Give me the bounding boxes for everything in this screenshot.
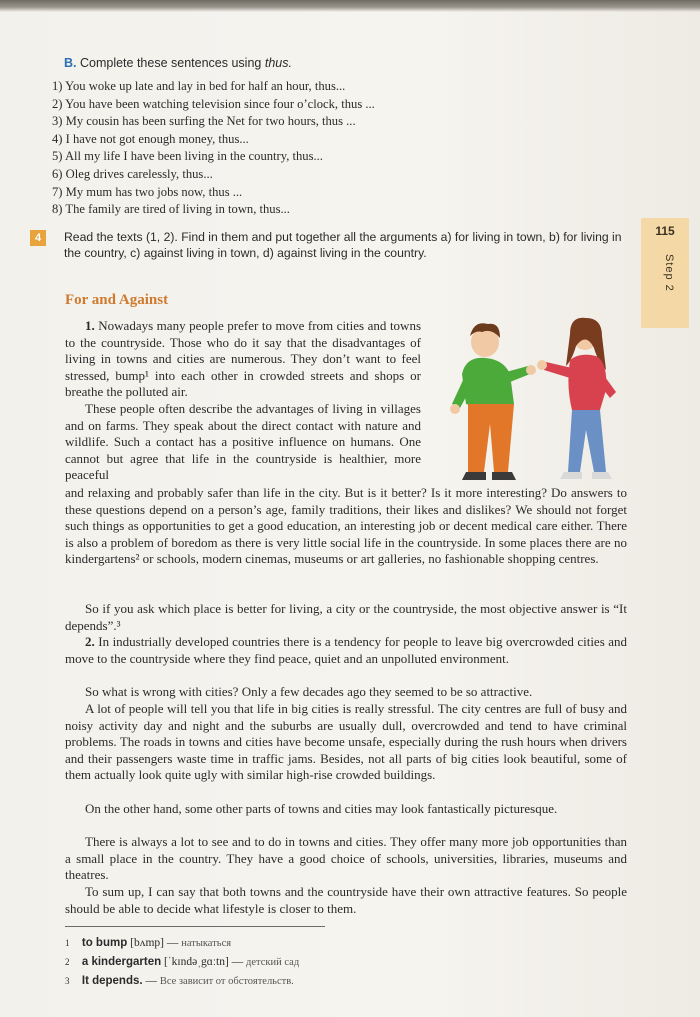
text2-paragraph2: So what is wrong with cities? Only a few decades ago they seemed to be so attractive. [85,684,533,699]
exercise-letter: B. [64,56,77,70]
text1-paragraph2a: These people often describe the advantages of living in villages and on farms. They speak about the direct contact with nature and wildlife. Such a contact has a positive influence on humans. One cannot but agree that life in the countryside is healthier, more peaceful [65,401,421,483]
sentence-item: 3) My cousin has been surfing the Net for two hours, thus ... [52,114,356,129]
text1-paragraph1 [65,318,421,401]
footnote-term: a kindergarten [81,956,162,968]
sentence-item: 1) You woke up late and lay in bed for half an hour, thus... [52,79,346,93]
footnote-term: It depends. [81,975,143,987]
sentence-item: 5) All my life I have been living in the country, thus... [52,149,323,164]
page-side-tab [641,218,689,328]
footnote-item [65,934,465,953]
footnote-number: 1 [65,938,70,948]
two-arguing-people-illustration [430,312,630,482]
sentence-item: 6) Oleg drives carelessly, thus... [52,166,213,181]
page-top-shadow [0,0,700,12]
paragraph-text: In industrially developed countries there is a tendency for people to leave big overcrowded cities and move to the countryside where they find peace, quiet and an unpolluted environment. [65,634,628,666]
sentence-list [52,78,472,219]
text1-paragraph2b: and relaxing and probably safer than life in the city. But is it better? Is it more interesting? Do answers to these questions depend on a person’s age, family traditions, their likes and dislikes? We should not forget such things as opportunities to get a good education, an interesting job or decent medical care either. There is also a problem of boredom as there is very little social life in the countryside. In some places there are no kindergartens² or schools, modern cinemas, museums or art galleries, no fashionable shopping centres. [65,485,627,567]
step-label: Step 2 [663,254,675,292]
exercise-instruction: Complete these sentences using [79,56,262,70]
text-number: 1. [85,318,95,333]
paragraph-text: Nowadays many people prefer to move from cities and towns to the countryside. Those who do it say that the disadvantages of living in towns and cities are numerous. They don’t want to feel stressed, bump¹ into each other in crowded streets and shops or breathe the polluted air. [65,318,421,400]
footnote-phonetic: [ˈkɪndəˌgɑːtn] — [164,956,244,968]
exercise-b-instruction [64,56,292,70]
footnote-number: 3 [65,976,70,986]
footnote-list [65,934,465,991]
footnote-number: 2 [65,957,70,967]
girl-figure [537,318,616,479]
text-number: 2. [85,634,95,649]
text2-paragraph3: A lot of people will tell you that life in big cities is really stressful. The city centres are full of busy and noisy activity day and night and the suburbs are usually dull, overcrowded and tend to have criminal problems. The roads in towns and cities have become unsafe, especially during the rush hours when drivers and their passengers waste time in traffic jams. Besides, not all parts of big cities look beautiful, some of them actually look quite ugly with similar high-rise crowded buildings. [65,701,627,783]
footnote-term: to bump [81,937,128,949]
footnote-phonetic: — [145,975,157,987]
task-instruction: Read the texts (1, 2). Find in them and put together all the arguments a) for living in town, b) for living in the country, c) against living in town, d) against living in the country. [64,230,622,260]
exercise-keyword: thus. [264,56,292,70]
text2-paragraph6: To sum up, I can say that both towns and the countryside have their own attractive features. So people should be able to decide what lifestyle is closer to them. [65,884,627,916]
sentence-item: 2) You have been watching television since four o’clock, thus ... [52,96,375,111]
footnote-gloss: натыкаться [181,938,232,949]
sentence-item: 8) The family are tired of living in town, thus... [52,202,290,217]
text2-paragraph1 [65,634,627,667]
footnote-phonetic: [bʌmp] — [130,937,179,949]
text2-paragraph4: On the other hand, some other parts of towns and cities may look fantastically picturesque. [85,801,558,816]
footnote-item [65,953,465,972]
sentence-item: 4) I have not got enough money, thus... [52,131,249,146]
reading-title: For and Against [65,292,169,308]
sentence-item: 7) My mum has two jobs now, thus ... [52,184,243,199]
page-number: 115 [655,224,675,238]
boy-figure [450,323,536,480]
task-number-badge: 4 [30,230,46,246]
footnote-item [65,972,465,991]
footnote-gloss: детский сад [246,957,300,968]
footnote-gloss: Все зависит от обстоятельств. [159,976,294,987]
footnote-divider [65,926,325,927]
text1-paragraph3: So if you ask which place is better for living, a city or the countryside, the most objective answer is “It depends”.³ [65,601,627,633]
text2-paragraph5: There is always a lot to see and to do in towns and cities. They offer many more job opportunities than a small place in the country. They have a good choice of schools, universities, libraries, museums and theatres. [65,834,627,883]
